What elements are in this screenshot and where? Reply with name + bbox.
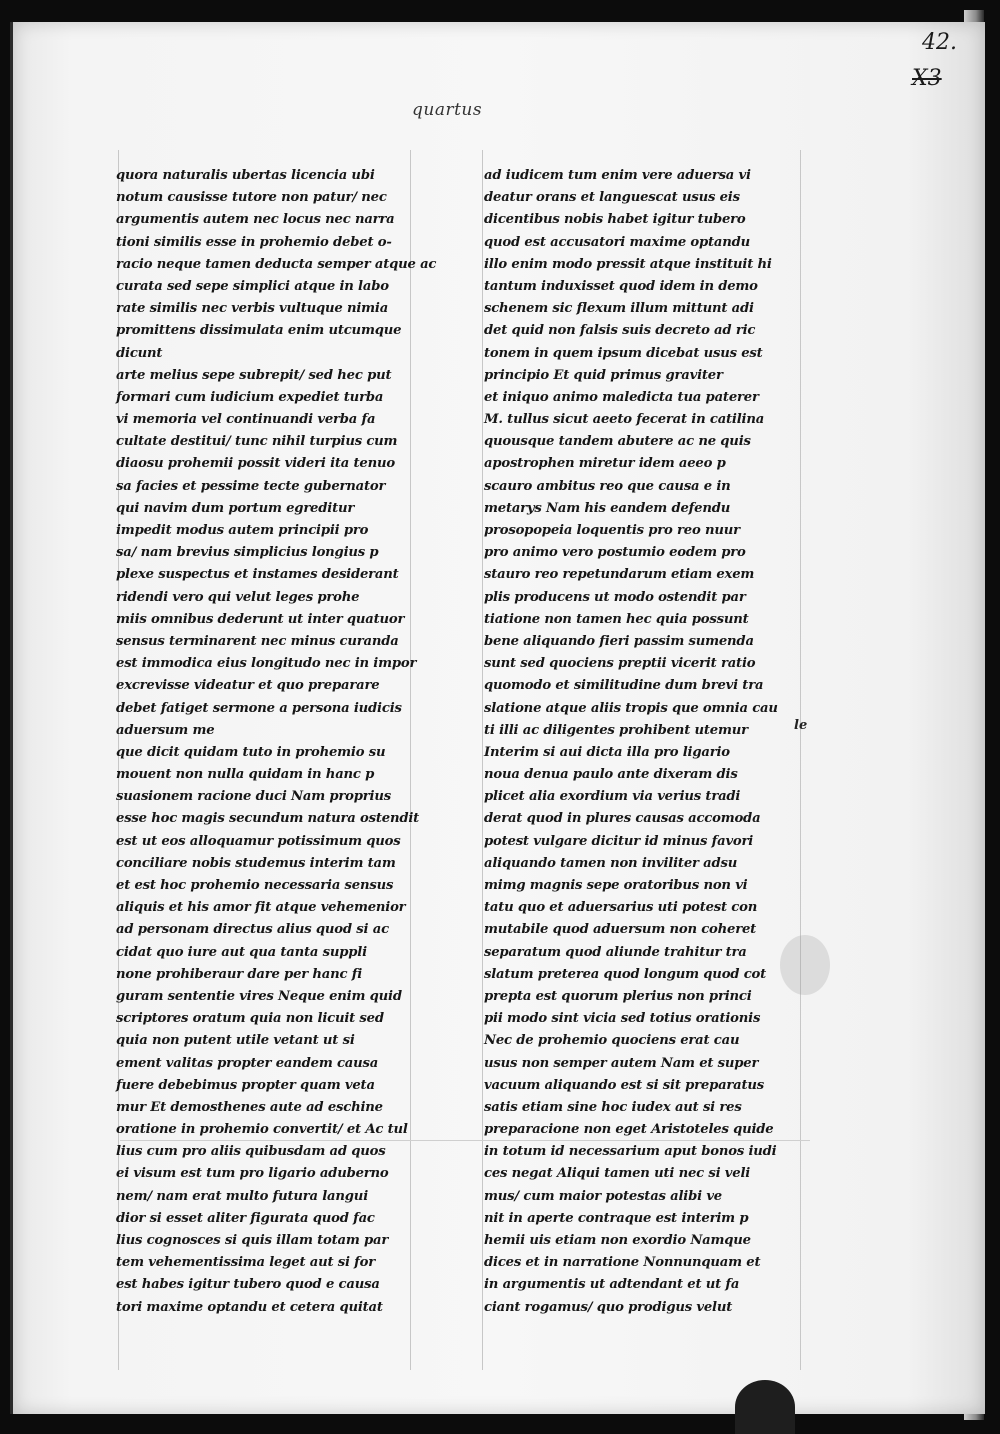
text-line: apostrophen miretur idem aeeo p: [484, 456, 726, 472]
text-line: esse hoc magis secundum natura ostendit: [116, 811, 420, 827]
text-line: schenem sic flexum illum mittunt adi: [484, 301, 754, 317]
text-line: est ut eos alloquamur potissimum quos: [116, 833, 401, 849]
text-line: formari cum iudicium expediet turba: [116, 389, 384, 405]
text-line: sa facies et pessime tecte gubernator: [116, 478, 386, 494]
text-line: prosopopeia loquentis pro reo nuur: [484, 523, 740, 538]
running-head: quartus: [412, 100, 483, 120]
text-line: miis omnibus dederunt ut inter quatuor: [116, 611, 405, 627]
text-line: pii modo sint vicia sed totius orationis: [484, 1011, 761, 1027]
text-line: vi memoria vel continuandi verba fa: [116, 412, 376, 428]
text-line: et iniquo animo maledicta tua paterer: [484, 389, 759, 405]
text-line: oratione in prohemio convertit/ et Ac tul: [116, 1122, 408, 1138]
text-line: mus/ cum maior potestas alibi ve: [484, 1188, 722, 1204]
text-line: tiatione non tamen hec quia possunt: [484, 611, 749, 627]
text-line: est immodica eius longitudo nec in impor: [116, 656, 417, 672]
text-line: det quid non falsis suis decreto ad ric: [484, 323, 756, 339]
text-line: nit in aperte contraque est interim p: [484, 1210, 749, 1226]
text-line: hemii uis etiam non exordio Namque: [484, 1233, 751, 1248]
text-line: aliquando tamen non inviliter adsu: [484, 855, 738, 871]
ruling-line: [800, 150, 801, 1370]
ruling-line: [482, 150, 483, 1370]
text-line: vacuum aliquando est si sit preparatus: [484, 1077, 765, 1093]
text-line: notum causisse tutore non patur/ nec: [116, 190, 387, 206]
text-line: Interim si aui dicta illa pro ligario: [484, 744, 730, 760]
text-line: qui navim dum portum egreditur: [116, 500, 355, 516]
text-line: quora naturalis ubertas licencia ubi: [116, 168, 375, 183]
text-line: metarys Nam his eandem defendu: [484, 500, 731, 516]
text-line: deatur orans et languescat usus eis: [484, 190, 740, 206]
text-line: quousque tandem abutere ac ne quis: [484, 434, 751, 450]
text-line: et est hoc prohemio necessaria sensus: [116, 878, 394, 893]
text-line: derat quod in plures causas accomoda: [484, 811, 761, 827]
text-line: dicentibus nobis habet igitur tubero: [484, 212, 746, 228]
text-line: argumentis autem nec locus nec narra: [116, 212, 395, 228]
text-line: tatu quo et aduersarius uti potest con: [484, 900, 758, 916]
text-line: ei visum est tum pro ligario aduberno: [116, 1166, 389, 1182]
text-line: preparacione non eget Aristoteles quide: [484, 1122, 774, 1138]
text-line: arte melius sepe subrepit/ sed hec put: [116, 367, 392, 383]
folio-number: 42.: [922, 30, 957, 55]
text-line: promittens dissimulata enim utcumque: [116, 323, 402, 339]
text-line: satis etiam sine hoc iudex aut si res: [484, 1099, 742, 1115]
text-line: scriptores oratum quia non licuit sed: [116, 1011, 384, 1027]
text-line: plexe suspectus et instames desiderant: [116, 567, 399, 583]
text-line: debet fatiget sermone a persona iudicis: [116, 700, 402, 716]
text-line: bene aliquando fieri passim sumenda: [484, 633, 754, 649]
text-line: excrevisse videatur et quo preparare: [116, 678, 380, 694]
text-line: noua denua paulo ante dixeram dis: [484, 767, 738, 783]
text-line: prepta est quorum plerius non princi: [484, 988, 752, 1004]
text-line: potest vulgare dicitur id minus favori: [484, 833, 754, 849]
text-line: racio neque tamen deducta semper atque ac: [116, 256, 437, 272]
text-line: tioni similis esse in prohemio debet o-: [116, 234, 392, 250]
text-line: fuere debebimus propter quam veta: [116, 1077, 375, 1093]
text-line: usus non semper autem Nam et super: [484, 1055, 759, 1071]
text-line: tonem in quem ipsum dicebat usus est: [484, 345, 763, 361]
text-line: suasionem racione duci Nam proprius: [116, 789, 391, 805]
text-line: sunt sed quociens preptii vicerit ratio: [484, 656, 756, 672]
text-line: pro animo vero postumio eodem pro: [484, 545, 746, 561]
text-line: in totum id necessarium aput bonos iudi: [484, 1144, 777, 1160]
text-line: ridendi vero qui velut leges prohe: [116, 589, 360, 605]
text-line: sa/ nam brevius simplicius longius p: [116, 545, 379, 561]
text-column-right: [484, 165, 794, 1319]
text-line: cidat quo iure aut qua tanta suppli: [116, 944, 367, 960]
text-line: quia non putent utile vetant ut si: [116, 1033, 355, 1049]
text-line: aliquis et his amor fit atque vehemenior: [116, 900, 406, 916]
text-line: guram sententie vires Neque enim quid: [116, 988, 402, 1004]
text-line: separatum quod aliunde trahitur tra: [484, 944, 747, 960]
holder-thumb: [735, 1380, 795, 1434]
text-line: dior si esset aliter figurata quod fac: [116, 1210, 375, 1226]
margin-note: le: [794, 718, 808, 733]
text-line: curata sed sepe simplici atque in labo: [116, 278, 389, 294]
text-line: mutabile quod aduersum non coheret: [484, 922, 757, 938]
text-line: sensus terminarent nec minus curanda: [116, 633, 399, 649]
text-line: slatione atque aliis tropis que omnia cau: [484, 700, 778, 716]
text-line: M. tullus sicut aeeto fecerat in catilina: [484, 412, 765, 428]
text-line: slatum preterea quod longum quod cot: [484, 966, 767, 982]
text-line: mur Et demosthenes aute ad eschine: [116, 1099, 383, 1115]
text-line: illo enim modo pressit atque instituit hi: [484, 256, 772, 272]
text-line: none prohiberaur dare per hanc fi: [116, 966, 363, 982]
text-line: Nec de prohemio quociens erat cau: [484, 1033, 740, 1049]
text-line: in argumentis ut adtendant et ut fa: [484, 1277, 740, 1293]
text-line: stauro reo repetundarum etiam exem: [484, 567, 755, 583]
text-line: ciant rogamus/ quo prodigus velut: [484, 1299, 733, 1315]
signature-mark: X3: [912, 66, 942, 91]
text-line: est habes igitur tubero quod e causa: [116, 1277, 380, 1293]
text-line: tori maxime optandu et cetera quitat: [116, 1299, 383, 1315]
text-line: tem vehementissima leget aut si for: [116, 1255, 375, 1271]
text-line: quomodo et similitudine dum brevi tra: [484, 678, 764, 694]
text-line: nem/ nam erat multo futura langui: [116, 1188, 368, 1204]
text-line: lius cognosces si quis illam totam par: [116, 1233, 389, 1248]
text-line: tantum induxisset quod idem in demo: [484, 278, 758, 294]
text-line: scauro ambitus reo que causa e in: [484, 478, 731, 494]
text-line: quod est accusatori maxime optandu: [484, 234, 751, 250]
text-line: ad iudicem tum enim vere aduersa vi: [484, 168, 751, 183]
text-line: ement valitas propter eandem causa: [116, 1055, 379, 1071]
text-line: ad personam directus alius quod si ac: [116, 922, 389, 938]
text-line: rate similis nec verbis vultuque nimia: [116, 301, 389, 317]
text-line: conciliare nobis studemus interim tam: [116, 855, 396, 871]
text-line: que dicit quidam tuto in prohemio su: [116, 744, 386, 760]
text-line: dicunt: [116, 345, 163, 361]
text-line: ces negat Aliqui tamen uti nec si veli: [484, 1166, 751, 1182]
text-line: principio Et quid primus graviter: [484, 367, 723, 383]
text-line: dices et in narratione Nonnunquam et: [484, 1255, 761, 1271]
text-line: ti illi ac diligentes prohibent utemur: [484, 722, 748, 738]
text-line: diaosu prohemii possit videri ita tenuo: [116, 456, 395, 472]
text-line: aduersum me: [116, 722, 215, 738]
text-column-left: [116, 165, 437, 1319]
text-line: cultate destitui/ tunc nihil turpius cum: [116, 434, 398, 450]
text-line: mouent non nulla quidam in hanc p: [116, 767, 375, 783]
text-line: plis producens ut modo ostendit par: [484, 589, 746, 605]
text-line: plicet alia exordium via verius tradi: [484, 789, 741, 805]
text-line: mimg magnis sepe oratoribus non vi: [484, 878, 748, 893]
text-line: lius cum pro aliis quibusdam ad quos: [116, 1144, 386, 1160]
text-line: impedit modus autem principii pro: [116, 523, 369, 538]
